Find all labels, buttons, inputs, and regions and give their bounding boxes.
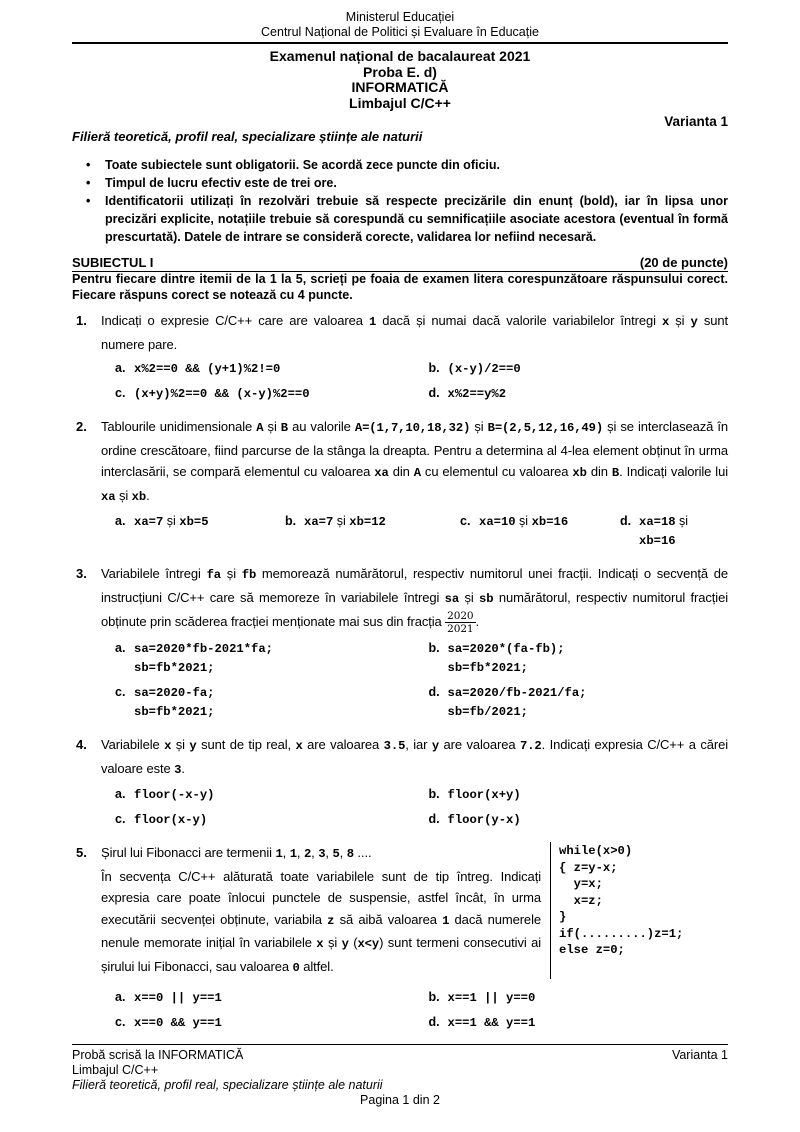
option-label: d. <box>428 386 440 400</box>
subject-title: SUBIECTUL I <box>72 255 154 270</box>
option-label: b. <box>428 641 440 655</box>
footer-page-number: Pagina 1 din 2 <box>360 1093 440 1107</box>
question-statement: Șirul lui Fibonacci are termenii 1, 1, 2, 3, 5, 8 .... În secvența C/C++ alăturată toate variabilele sunt de tip întreg. Indicați expresia care poate înlocui punctele de suspensie, astfel încât, în urma executării secvenței obținute, variabila z să aibă valoarea 1 dacă numerele nenule memorate inițial în variabilele x și y (x<y) sunt termeni consecutivi ai șirului lui Fibonacci, sau valoarea 0 altfel. <box>101 845 541 975</box>
option-label: a. <box>115 641 126 655</box>
option-c <box>446 512 606 550</box>
question-2 <box>72 416 728 556</box>
exam-title: Examenul național de bacalaureat 2021 <box>269 48 531 64</box>
question-statement: Variabilele întregi fa și fb memorează numărătorul, respectiv numitorul unei fracții. Indicați o secvență de instrucțiuni C/C++ care să memoreze în variabilele întregi sa și sb numărătorul, respectiv numitorul fracției obținute prin scăderea fracției menționate mai sus din fracția $\frac{2020}{2021}$ . <box>101 566 728 635</box>
option-label: a. <box>115 514 126 528</box>
question-statement: Tablourile unidimensionale A și B au valorile A=(1,7,10,18,32) și B=(2,5,12,16,49) și se interclasează în ordine crescătoare, fiind parcurse de la stânga la dreapta. Pentru a determina al 4-lea element obținut în urma interclasării, se compară elementul cu valoarea xa din A cu elementul cu valoarea xb din B. Indicați valorile lui xa și xb. <box>101 419 728 504</box>
exam-subject: INFORMATICĂ <box>351 79 449 95</box>
option-text: xa=7 și xb=5 <box>134 514 209 529</box>
profile-label: Filieră teoretică, profil real, specializare științe ale naturii <box>72 129 423 144</box>
option-label: b. <box>428 361 440 375</box>
code-snippet: while(x>0) { z=y-x; y=x; x=z; } if(.........)z=1; else z=0; <box>550 842 728 979</box>
note-item <box>72 174 728 192</box>
option-text: x%2==y%2 <box>447 387 507 401</box>
option-text: x==0 && y==1 <box>134 1016 222 1030</box>
option-text: x%2==0 && (y+1)%2!=0 <box>134 362 281 376</box>
page-footer <box>72 1044 728 1108</box>
option-text: x==1 || y==0 <box>447 991 536 1005</box>
question-3 <box>72 563 728 727</box>
footer-profile: Filieră teoretică, profil real, specializare științe ale naturii <box>72 1078 383 1092</box>
question-options <box>101 785 728 835</box>
question-options <box>101 359 728 409</box>
question-statement: Indicați o expresie C/C++ care are valoarea 1 dacă și numai dacă valorile variabilelor întregi x și y sunt numere pare. <box>101 313 729 352</box>
option-label: b. <box>428 787 440 801</box>
header-divider <box>72 42 728 44</box>
option-text: sa=2020-fa; sb=fb*2021; <box>134 686 215 719</box>
bullet-icon: • <box>86 158 91 172</box>
question-options <box>101 988 728 1038</box>
option-b <box>415 639 729 677</box>
question-number: 5. <box>76 845 87 860</box>
question-statement-with-code <box>101 842 728 979</box>
option-b <box>415 785 729 804</box>
option-label: c. <box>115 812 126 826</box>
option-d <box>415 810 729 829</box>
note-text: Identificatorii utilizați în rezolvări trebuie să respecte precizările din enunț (bold), iar în lipsa unor precizări explicite, notațiile trebuie să corespundă cu semnificațiile asociate acestora (eventual în formă prescurtată). Datele de intrare se consideră corecte, validarea lor nefiind necesară. <box>105 194 728 244</box>
exam-language: Limbajul C/C++ <box>349 94 451 111</box>
option-b <box>415 359 729 378</box>
option-label: d. <box>428 812 440 826</box>
note-item <box>72 156 728 174</box>
option-label: c. <box>115 386 126 400</box>
option-label: d. <box>428 1015 440 1029</box>
question-number: 1. <box>76 313 87 328</box>
option-label: a. <box>115 990 126 1004</box>
note-item <box>72 192 728 246</box>
option-text: (x-y)/2==0 <box>447 362 521 376</box>
option-label: c. <box>115 685 126 699</box>
option-a <box>101 359 415 378</box>
option-label: d. <box>620 514 632 528</box>
ministry-line1: Ministerul Educației <box>345 10 455 24</box>
question-4 <box>72 734 728 835</box>
option-b <box>271 512 446 550</box>
footer-row <box>72 1048 728 1063</box>
option-text: floor(x-y) <box>134 813 208 827</box>
option-a <box>101 988 415 1007</box>
variant-label: Varianta 1 <box>664 114 728 129</box>
option-text: floor(y-x) <box>447 813 521 827</box>
option-d <box>606 512 728 550</box>
option-label: b. <box>428 990 440 1004</box>
option-a <box>101 512 271 550</box>
option-label: c. <box>460 514 471 528</box>
option-text: sa=2020*fb-2021*fa; sb=fb*2021; <box>134 642 273 675</box>
ministry-header <box>72 10 728 40</box>
footer-exam-name: Probă scrisă la INFORMATICĂ <box>72 1048 244 1062</box>
option-c <box>101 384 415 403</box>
question-number: 4. <box>76 737 87 752</box>
ministry-line2: Centrul Național de Politici și Evaluare în Educație <box>261 25 539 39</box>
footer-language: Limbajul C/C++ <box>72 1063 159 1077</box>
option-text: xa=10 și xb=16 <box>479 514 569 529</box>
option-label: a. <box>115 787 126 801</box>
option-label: a. <box>115 361 126 375</box>
bullet-icon: • <box>86 176 91 190</box>
option-c <box>101 810 415 829</box>
question-options <box>101 512 728 556</box>
question-options <box>101 639 728 727</box>
bullet-icon: • <box>86 194 91 208</box>
general-notes <box>72 156 728 246</box>
option-text: x==1 && y==1 <box>447 1016 536 1030</box>
option-text: x==0 || y==1 <box>134 991 222 1005</box>
option-text: xa=18 și xb=16 <box>639 514 689 548</box>
option-a <box>101 639 415 677</box>
option-text: sa=2020*(fa-fb); sb=fb*2021; <box>447 642 565 675</box>
subject-header <box>72 255 728 272</box>
option-label: c. <box>115 1015 126 1029</box>
option-b <box>415 988 729 1007</box>
subject-points: (20 de puncte) <box>639 255 728 270</box>
option-text: xa=7 și xb=12 <box>304 514 386 529</box>
option-label: d. <box>428 685 440 699</box>
note-text: Timpul de lucru efectiv este de trei ore. <box>105 176 337 190</box>
option-c <box>101 683 415 721</box>
exam-proba: Proba E. d) <box>363 63 437 80</box>
option-a <box>101 785 415 804</box>
option-text: floor(-x-y) <box>134 788 215 802</box>
option-label: b. <box>285 514 297 528</box>
document-title-block <box>72 49 728 111</box>
note-text: Toate subiectele sunt obligatorii. Se acordă zece puncte din oficiu. <box>105 158 500 172</box>
option-d <box>415 1013 729 1032</box>
question-statement: Variabilele x și y sunt de tip real, x are valoarea 3.5, iar y are valoarea 7.2. Indicați expresia C/C++ a cărei valoare este 3. <box>101 737 728 777</box>
option-c <box>101 1013 415 1032</box>
option-text: sa=2020/fb-2021/fa; sb=fb/2021; <box>447 686 587 719</box>
option-text: floor(x+y) <box>447 788 521 802</box>
option-text: (x+y)%2==0 && (x-y)%2==0 <box>134 387 310 401</box>
option-d <box>415 384 729 403</box>
question-5 <box>72 842 728 1038</box>
question-number: 2. <box>76 419 87 434</box>
question-1 <box>72 310 728 409</box>
footer-variant: Varianta 1 <box>671 1048 728 1062</box>
subject-intro: Pentru fiecare dintre itemii de la 1 la 5, scrieți pe foaia de examen litera corespunzătoare răspunsului corect. Fiecare răspuns corect se notează cu 4 puncte. <box>72 272 728 302</box>
question-number: 3. <box>76 566 87 581</box>
option-d <box>415 683 729 721</box>
